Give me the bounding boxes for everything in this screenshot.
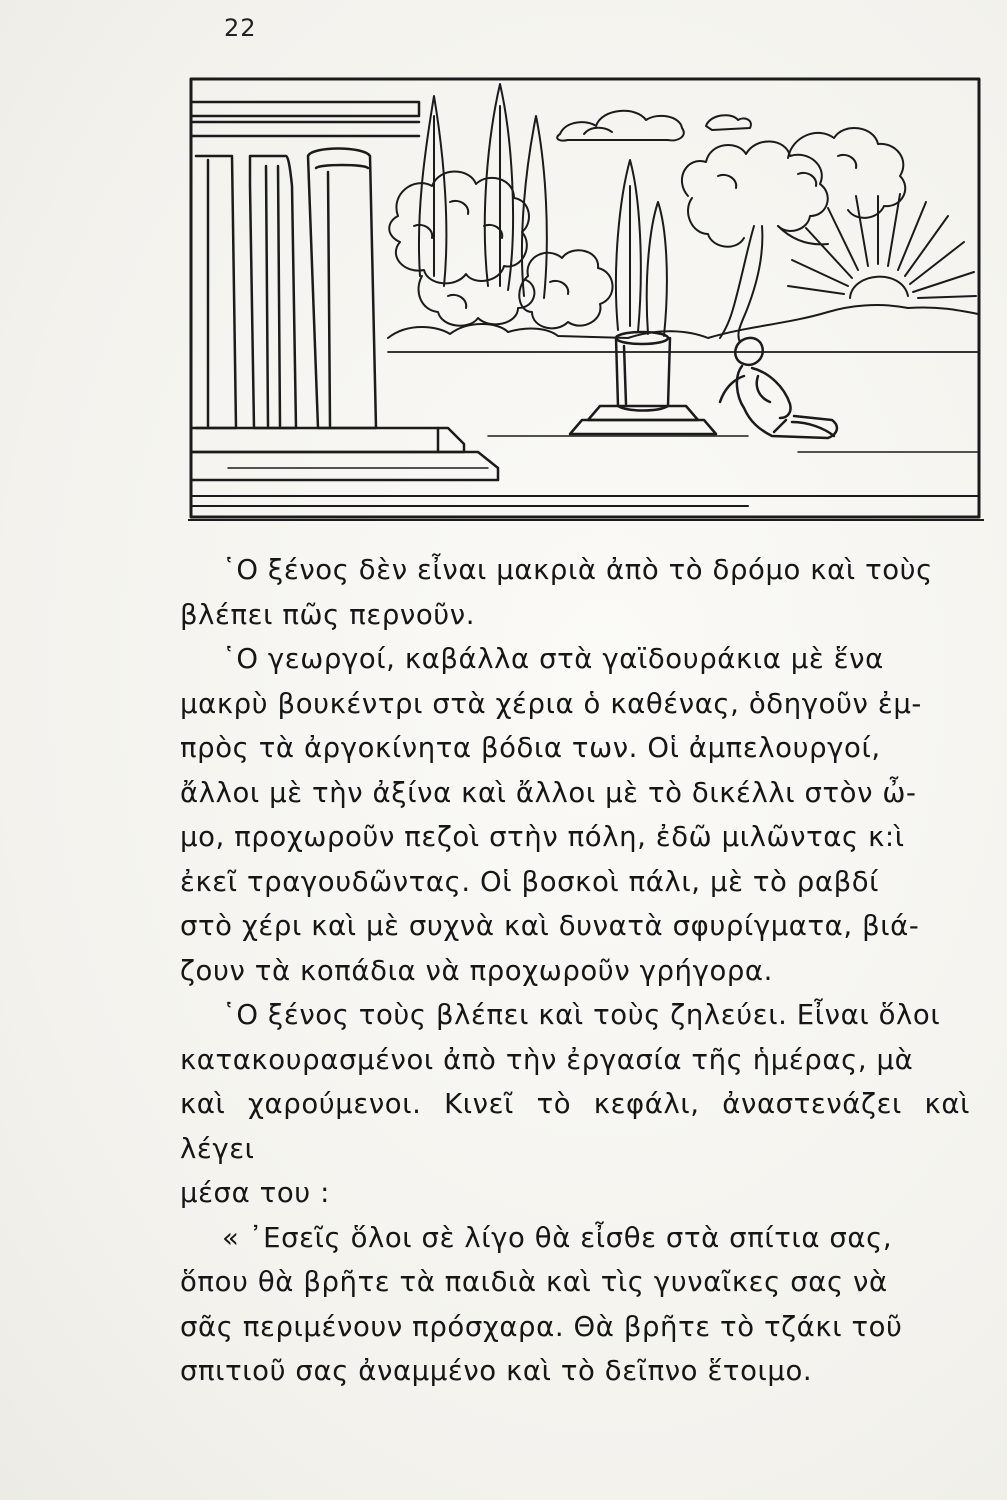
- text-line: ῾Ο ξένος δὲν εἶναι μακριὰ ἀπὸ τὸ δρόμο καὶ τοὺς: [222, 554, 933, 586]
- text-line: « ᾿Εσεῖς ὅλοι σὲ λίγο θὰ εἶσθε στὰ σπίτια σας,: [222, 1221, 893, 1254]
- text-line: ζουν τὰ κοπάδια νὰ προχωροῦν γρήγορα.: [180, 954, 773, 987]
- page-number: 22: [224, 14, 257, 42]
- temple-columns-icon: [191, 102, 978, 506]
- text-line: καὶ χαρούμενοι. Κινεῖ τὸ κεφάλι, ἀναστενάζει καὶ λέγει: [180, 1088, 970, 1165]
- text-line: ὅπου θὰ βρῆτε τὰ παιδιὰ καὶ τὶς γυναῖκες σας νὰ: [180, 1266, 888, 1298]
- text-line: μο, προχωροῦν πεζοὶ στὴν πόλη, ἐδῶ μιλῶντας κ:ὶ: [180, 821, 905, 853]
- text-line: σᾶς περιμένουν πρόσχαρα. Θὰ βρῆτε τὸ τζάκι τοῦ: [180, 1310, 903, 1343]
- text-line: μακρὺ βουκέντρι στὰ χέρια ὁ καθένας, ὁδηγοῦν ἐμ-: [180, 687, 922, 720]
- clouds-icon: [557, 111, 751, 141]
- altar-icon: [570, 332, 716, 434]
- body-text: [180, 548, 970, 1394]
- cypress-trees-icon: [419, 84, 667, 336]
- hills: [388, 305, 978, 338]
- text-line: μέσα του :: [180, 1177, 330, 1209]
- text-line: κατακουρασμένοι ἀπὸ τὴν ἐργασία τῆς ἡμέρας, μὰ: [180, 1043, 914, 1076]
- text-line: ἐκεῖ τραγουδῶντας. Οἱ βοσκοὶ πάλι, μὲ τὸ ραβδί: [180, 865, 880, 898]
- illustration: [188, 76, 984, 522]
- text-line: σπιτιοῦ σας ἀναμμένο καὶ τὸ δεῖπνο ἕτοιμο.: [180, 1355, 813, 1387]
- oak-tree-icon: [682, 128, 905, 342]
- text-line: ῾Ο ξένος τοὺς βλέπει καὶ τοὺς ζηλεύει. Εἶναι ὅλοι: [222, 999, 941, 1031]
- text-line: ῾Ο γεωργοί, καβάλλα στὰ γαϊδουράκια μὲ ἕνα: [222, 643, 884, 675]
- text-line: ἄλλοι μὲ τὴν ἀξίνα καὶ ἄλλοι μὲ τὸ δικέλλι στὸν ὦ-: [180, 776, 917, 809]
- text-line: πρὸς τὰ ἀργοκίνητα βόδια των. Οἱ ἀμπελουργοί,: [180, 732, 881, 764]
- kneeling-man-icon: [720, 338, 837, 438]
- text-line: βλέπει πῶς περνοῦν.: [180, 598, 476, 631]
- text-line: στὸ χέρι καὶ μὲ συχνὰ καὶ δυνατὰ σφυρίγματα, βιά-: [180, 910, 920, 942]
